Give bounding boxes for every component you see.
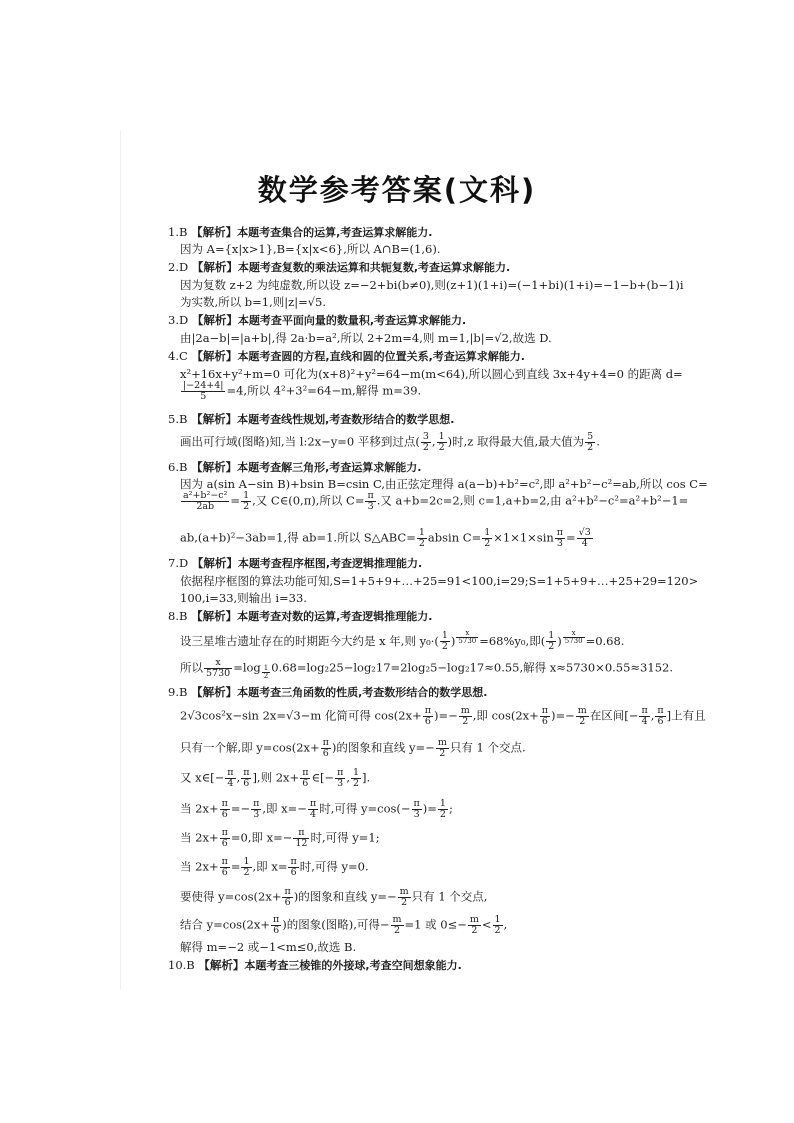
distance-fraction: $\frac{|-24+4|}{5}$: [183, 380, 224, 402]
q10-analysis-tag: 【解析】: [198, 958, 245, 972]
q4-solution-line: x²+16x+y²+m=0 可化为(x+8)²+y²=64−m(m<64),所以圆心到直线 3x+4y+4=0 的距离 d=: [180, 367, 683, 381]
q5-number: 5.B: [168, 412, 188, 426]
q8-solution-line: 所以 $\frac{x}{5730}$ =log $_{\frac{1}{2}}$ 0.68=log₂25−log₂17=2log₂5−log₂17≈0.55,解得 x≈5730×0.55≈3152.: [180, 657, 673, 680]
q5-description: 本题考查线性规划,考查数形结合的数学思想.: [237, 413, 455, 426]
q5-heading: [168, 412, 454, 427]
q9-solution-line: 当 2x+ $\frac{\pi}{6}$ =0,即 x=− $\frac{\pi}{12}$ 时,可得 y=1;: [180, 827, 380, 849]
q3-number: 3.D: [168, 313, 189, 327]
q9-heading: [168, 685, 487, 700]
q9-solution-line: 当 2x+ $\frac{\pi}{6}$ = $\frac{1}{2}$ ,即 x= $\frac{\pi}{6}$ 时,可得 y=0.: [180, 856, 369, 878]
q1-heading: [168, 225, 432, 240]
q6-heading: [168, 460, 421, 475]
q7-analysis-tag: 【解析】: [191, 556, 238, 570]
q2-heading: [168, 260, 510, 275]
q9-solution-line: 结合 y=cos(2x+ $\frac{\pi}{6}$ )的图象(图略),可得− $\frac{m}{2}$ =1 或 0≤− $\frac{m}{2}$ < $\frac{1}{2}$ ,: [180, 914, 508, 936]
q4-solution-line: $\frac{|-24+4|}{5}$ =4,所以 4²+3²=64−m,解得 m=39.: [183, 380, 422, 402]
q8-number: 8.B: [168, 609, 188, 623]
q3-heading: [168, 313, 466, 328]
q9-solution-line: 解得 m=−2 或−1<m≤0,故选 B.: [180, 940, 357, 954]
q7-number: 7.D: [168, 556, 189, 570]
q9-number: 9.B: [168, 685, 188, 699]
q1-solution-line: 因为 A={x|x>1},B={x|x<6},所以 A∩B=(1,6).: [180, 242, 441, 256]
q6-analysis-tag: 【解析】: [191, 460, 238, 474]
page-title: 数学参考答案(文科): [257, 173, 537, 207]
q4-analysis-tag: 【解析】: [191, 349, 238, 363]
q6-solution-line: ab,(a+b)²−3ab=1,得 ab=1.所以 S△ABC= $\frac{1}{2}$ absin C= $\frac{1}{2}$ ×1×1×sin $\frac{\pi}{3}$ = $\frac{√3}{4}$: [180, 527, 591, 549]
q10-heading: [168, 958, 462, 973]
q2-solution-line: 因为复数 z+2 为纯虚数,所以设 z=−2+bi(b≠0),则(z+1)(1+i)=(−1+bi)(1+i)=−1−b+(b−1)i: [180, 278, 684, 292]
q4-description: 本题考查圆的方程,直线和圆的位置关系,考查运算求解能力.: [237, 350, 525, 363]
q6-solution-line: $\frac{\text{a²+b²−c²}}{2ab}$ = $\frac{1}{2}$ ,又 C∈(0,π),所以 C= $\frac{\pi}{3}$ .又 a+b=2c=2,则 c=1,a+b=2,由 a²+b²−c²=a²+b²−1=: [183, 490, 689, 512]
q2-number: 2.D: [168, 260, 189, 274]
q9-solution-line: 当 2x+ $\frac{\pi}{6}$ =− $\frac{\pi}{3}$ ,即 x=− $\frac{\pi}{4}$ 时,可得 y=cos(− $\frac{\pi}{3}$ )= $\frac{1}{2}$ ;: [180, 798, 453, 820]
q5-analysis-tag: 【解析】: [191, 412, 238, 426]
q9-analysis-tag: 【解析】: [191, 685, 238, 699]
q8-solution-line: 设三星堆古遗址存在的时期距今大约是 x 年,则 y₀·( $\frac{1}{2}$ ) $^{\frac{x}{5730}}$ =68%y₀,即( $\frac{1}{2}$ ) $^{\frac{x}{5730}}$ =0.68.: [180, 629, 625, 653]
q2-description: 本题考查复数的乘法运算和共轭复数,考查运算求解能力.: [237, 261, 511, 274]
q7-heading: [168, 556, 422, 571]
q6-number: 6.B: [168, 460, 188, 474]
q9-solution-line: 又 x∈[− $\frac{\pi}{4}$ , $\frac{\pi}{6}$ ],则 2x+ $\frac{\pi}{6}$ ∈[− $\frac{\pi}{3}$ , $\frac{1}{2}$ ].: [180, 767, 371, 789]
q4-number: 4.C: [168, 349, 188, 363]
q7-description: 本题考查程序框图,考查逻辑推理能力.: [237, 557, 423, 570]
q10-description: 本题考查三棱锥的外接球,考查空间想象能力.: [244, 959, 462, 972]
q7-solution-line: 依据程序框图的算法功能可知,S=1+5+9+…+25=91<100,i=29;S=1+5+9+…+25+29=120>: [180, 574, 699, 588]
q8-heading: [168, 609, 432, 624]
scan-shadow: [120, 130, 121, 990]
q1-analysis-tag: 【解析】: [191, 225, 238, 239]
q9-description: 本题考查三角函数的性质,考查数形结合的数学思想.: [237, 686, 488, 699]
q9-solution-line: 要使得 y=cos(2x+ $\frac{\pi}{6}$ )的图象和直线 y=− $\frac{m}{2}$ 只有 1 个交点,: [180, 886, 488, 908]
q10-number: 10.B: [168, 958, 195, 972]
q2-solution-line: 为实数,所以 b=1,则|z|=√5.: [180, 295, 327, 309]
q8-description: 本题考查对数的运算,考查逻辑推理能力.: [237, 610, 433, 623]
q5-solution-line: 画出可行域(图略)知,当 l:2x−y=0 平移到过点( $\frac{3}{2}$ , $\frac{1}{2}$ )时,z 取得最大值,最大值为 $\frac{5}{2}$ .: [180, 431, 600, 453]
q2-analysis-tag: 【解析】: [191, 260, 238, 274]
q1-number: 1.B: [168, 225, 188, 239]
q3-analysis-tag: 【解析】: [191, 313, 238, 327]
q8-analysis-tag: 【解析】: [191, 609, 238, 623]
q1-description: 本题考查集合的运算,考查运算求解能力.: [237, 226, 433, 239]
q9-solution-line: 只有一个解,即 y=cos(2x+ $\frac{\pi}{6}$ )的图象和直线 y=− $\frac{m}{2}$ 只有 1 个交点.: [180, 737, 526, 759]
q4-heading: [168, 349, 525, 364]
q6-description: 本题考查解三角形,考查运算求解能力.: [237, 461, 422, 474]
q6-solution-line: 因为 a(sin A−sin B)+bsin B=csin C,由正弦定理得 a(a−b)+b²=c²,即 a²+b²−c²=ab,所以 cos C=: [180, 477, 708, 491]
q9-solution-line: 2√3cos²x−sin 2x=√3−m 化简可得 cos(2x+ $\frac{\pi}{6}$ )=− $\frac{m}{2}$ ,即 cos(2x+ $\frac{\pi}{6}$ )=− $\frac{m}{2}$ 在区间[− $\frac{\pi}{4}$ , $\frac{\pi}{6}$ ]上有且: [180, 705, 706, 727]
q7-solution-line: 100,i=33,则输出 i=33.: [180, 591, 307, 605]
q3-solution-line: 由|2a−b|=|a+b|,得 2a·b=a²,所以 2+2m=4,则 m=1,|b|=√2,故选 D.: [180, 331, 552, 345]
q3-description: 本题考查平面向量的数量积,考查运算求解能力.: [237, 314, 467, 327]
